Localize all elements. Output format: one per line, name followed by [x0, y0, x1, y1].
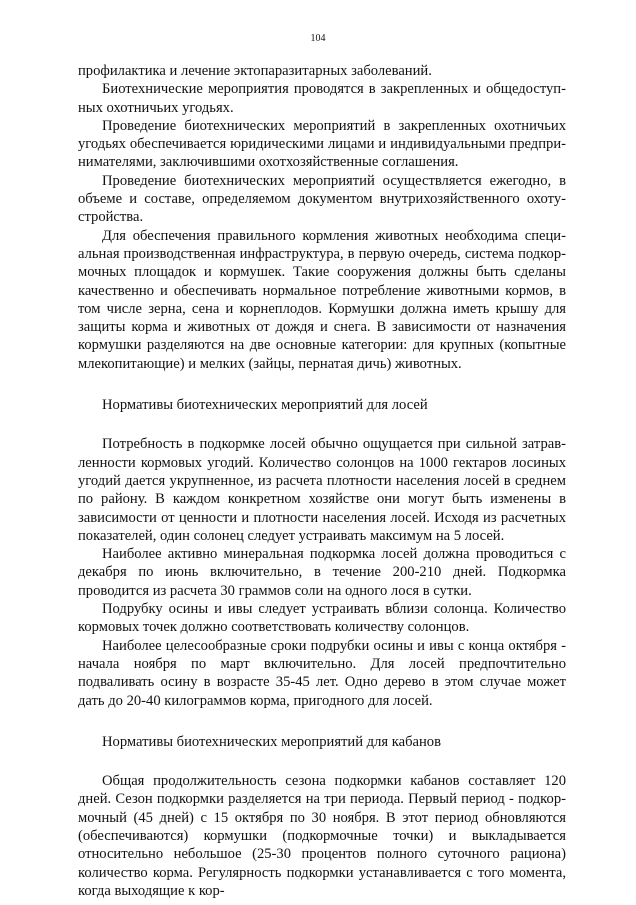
paragraph: Подрубку осины и ивы следует устраивать вблизи солонца. Количество кормовых точек должно соответствовать количеству солонцов.	[78, 601, 566, 636]
paragraph: Общая продолжительность сезона подкормки кабанов составляет 120 дней. Сезон подкормки разделяется на три периода. Первый период - подкормочный (45 дней) с 15 октября по 30 ноября. В этот период обновляются (обеспечиваются) кормушки (подкормочные точки) и выкладывается относительно небольшое (25-30 процентов полного суточного рациона) количество корма. Регулярность подкормки устанавливается с того момента, когда выходящие к кор-	[78, 773, 566, 899]
moose-section	[78, 396, 566, 710]
page-number: 104	[310, 33, 326, 44]
paragraph: Проведение биотехнических мероприятий осуществляется ежегодно, в объеме и составе, определяемом документом внутрихозяйственного охотустройства.	[78, 172, 566, 226]
paragraph: Биотехнические мероприятия проводятся в закрепленных и общедоступных охотничьих угодьях.	[78, 81, 566, 116]
boar-section	[78, 733, 566, 900]
paragraph: Наиболее активно минеральная подкормка лосей должна проводиться с декабря по июнь включительно, в течение 200-210 дней. Подкормка проводится из расчета 30 граммов соли на одного лося в сутки.	[78, 546, 566, 599]
paragraph: Проведение биотехнических мероприятий в закрепленных охотничьих угодьях обеспечивается юридическими лицами и индивидуальными предпринимателями, заключившими охотхозяйственные соглашения.	[78, 117, 566, 171]
paragraph: Потребность в подкормке лосей обычно ощущается при сильной затравленности кормовых угодий. Количество солонцов на 1000 гектаров лосиных угодий дается укрупненное, из расчета плотности населения лосей в среднем по району. В каждом конкретном хозяйстве они могут быть изменены в зависимости от ценности и плотности населения лосей. Исходя из расчетных показателей, один солонец следует устраивать максимум на 5 лосей.	[78, 436, 566, 544]
paragraph: профилактика и лечение эктопаразитарных заболеваний.	[78, 63, 432, 79]
paragraph: Наиболее целесообразные сроки подрубки осины и ивы с конца октября - начала ноября по март включительно. Для лосей предпочтительно подваливать осину в возрасте 35-45 лет. Одно дерево в этом случае может дать до 20-40 килограммов корма, пригодного для лосей.	[78, 637, 566, 709]
section-heading: Нормативы биотехнических мероприятий для лосей	[102, 397, 428, 414]
paragraph: Для обеспечения правильного кормления животных необходима специальная производственная инфраструктура, в первую очередь, система подкормочных площадок и кормушек. Такие сооружения должны быть сделаны качественно и обеспечивать нормальное потребление животными кормов, в том числе зерна, сена и корнеплодов. Кормушки должна иметь крышу для защиты корма и животных от дождя и снега. В зависимости от назначения кормушки разделяются на две основные категории: для крупных (копытные млекопитающие) и мелких (зайцы, пернатая дичь) животных.	[78, 227, 566, 372]
section-heading: Нормативы биотехнических мероприятий для кабанов	[102, 733, 441, 750]
intro-section	[78, 62, 566, 373]
